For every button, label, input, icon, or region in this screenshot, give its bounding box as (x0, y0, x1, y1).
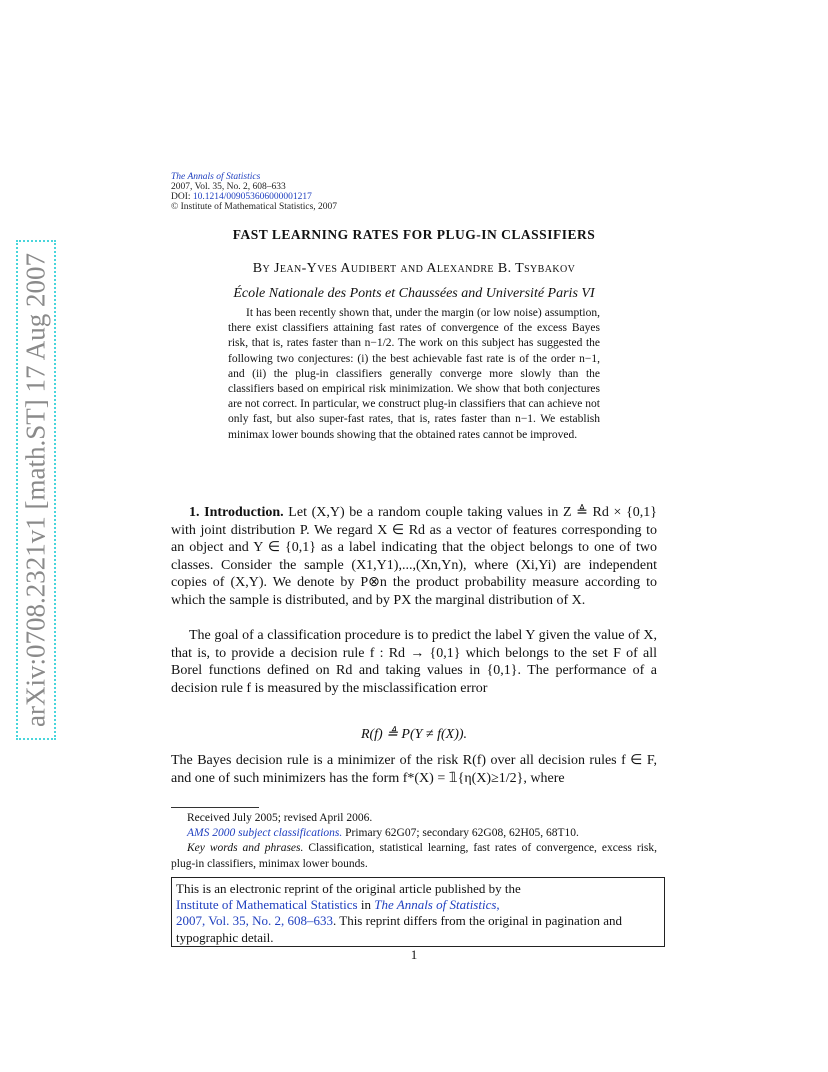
journal-link[interactable]: The Annals of Statistics (374, 897, 497, 913)
reprint-in: in (357, 897, 375, 913)
journal-doi-line (171, 192, 337, 202)
footnote-ams (171, 826, 657, 841)
intro-paragraph-1 (171, 504, 657, 610)
footnote-received: Received July 2005; revised April 2006. (187, 812, 373, 824)
ams-link[interactable]: AMS 2000 subject classifications. (187, 827, 343, 840)
abstract: It has been recently shown that, under the margin (or low noise) assumption, there exist classifiers attaining fast rates of convergence of the excess Bayes risk, that is, rates faster than n−1/2. The work on this subject has suggested the following two conjectures: (i) the best achievable fast rate is of the order n−1, and (ii) the plug-in classifiers generally converge more slowly than the classifiers based on empirical risk minimization. We show that both conjectures are not correct. In particular, we construct plug-in classifiers that can achieve not only fast, but also super-fast rates, that is, rates faster than n−1. We establish minimax lower bounds showing that the obtained rates cannot be improved. (228, 307, 600, 441)
intro-paragraph-3: The Bayes decision rule is a minimizer of the risk R(f) over all decision rules f ∈ F, and one of such minimizers has the form f*(X) = 𝟙{η(X)≥1/2}, where (171, 753, 657, 786)
intro-paragraph-2: The goal of a classification procedure is to predict the label Y given the value of X, that is, to provide a decision rule f : Rd → {0,1} which belongs to the set F of all Borel functions defined on Rd and taking values in {0,1}. The performance of a decision rule f is measured by the misclassification error (171, 628, 657, 696)
reprint-notice (171, 877, 665, 947)
citation-link[interactable]: 2007, Vol. 35, No. 2, 608–633 (176, 913, 333, 929)
reprint-rest: . This reprint differs from the original in pagination and typographic detail. (176, 913, 623, 945)
paper-authors: By Jean-Yves Audibert and Alexandre B. Tsybakov (252, 261, 576, 276)
journal-volume: 2007, Vol. 35, No. 2, 608–633 (171, 182, 286, 192)
arxiv-identifier[interactable]: arXiv:0708.2321v1 [math.ST] 17 Aug 2007 (20, 253, 51, 727)
footnotes (171, 811, 657, 872)
intro-text-1: Let (X,Y) be a random couple taking values in Z ≜ Rd × {0,1} with joint distribution P. We regard X ∈ Rd as a vector of features corresponding to an object and Y ∈ {0,1} as a label indicating that the object belongs to one of two classes. Consider the sample (X1,Y1),...,(Xn,Yn), where (Xi,Yi) are independent copies of (X,Y). We denote by P⊗n the product probability measure according to which the sample is distributed, and by PX the marginal distribution of X. (171, 505, 658, 608)
paper-title: FAST LEARNING RATES FOR PLUG-IN CLASSIFIERS (232, 227, 596, 242)
risk-equation: R(f) ≜ P(Y ≠ f(X)). (360, 727, 468, 742)
section-heading: 1. Introduction. (189, 505, 284, 520)
publisher-link[interactable]: Institute of Mathematical Statistics (176, 897, 358, 913)
ams-text: Primary 62G07; secondary 62G08, 62H05, 68T10. (342, 827, 579, 840)
journal-copyright: © Institute of Mathematical Statistics, 2007 (171, 202, 338, 212)
keywords-label: Key words and phrases. (187, 842, 304, 855)
doi-link[interactable]: 10.1214/009053606000001217 (192, 192, 312, 202)
paper-affiliation: École Nationale des Ponts et Chaussées and Université Paris VI (233, 286, 595, 301)
footnote-keywords (171, 841, 657, 871)
journal-name[interactable]: The Annals of Statistics (171, 172, 261, 182)
keywords-text: Classification, statistical learning, fast rates of convergence, excess risk, plug-in classifiers, minimax lower bounds. (171, 842, 657, 870)
footnote-rule (171, 807, 259, 808)
reprint-comma: , (496, 897, 500, 913)
reprint-line1: This is an electronic reprint of the original article published by the (176, 881, 521, 896)
page-number: 1 (410, 947, 418, 962)
journal-info (171, 172, 337, 212)
doi-label: DOI: (171, 192, 193, 202)
